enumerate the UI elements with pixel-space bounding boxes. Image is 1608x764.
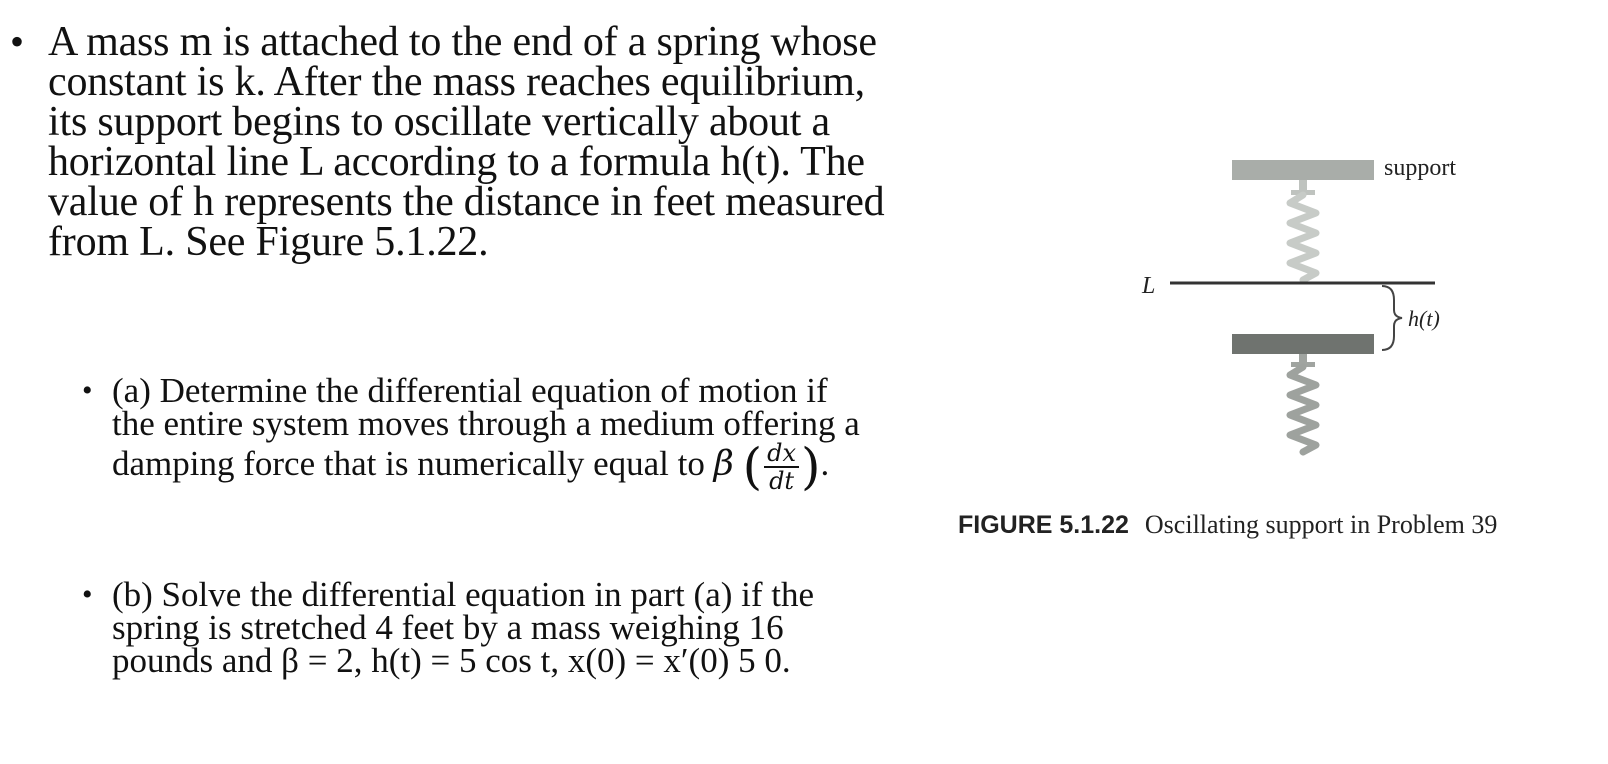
problem-statement (10, 19, 890, 265)
part-b-text: (b) Solve the differential equation in part (a) if the spring is stretched 4 feet by a mass weighing 16 pounds and β = 2, h(t) = 5 cos t, x(0) = x′(0) 5 0. (112, 575, 815, 680)
figure-caption-text: Oscillating support in Problem 39 (1144, 510, 1498, 539)
line-L-label: L (1142, 273, 1156, 299)
fraction-denominator: dt (769, 467, 795, 495)
lower-spring (1290, 367, 1316, 452)
right-paren: ) (801, 437, 821, 496)
bullet-icon: • (10, 19, 25, 64)
part-a-text-block (112, 371, 872, 496)
spring-diagram (1140, 150, 1560, 480)
problem-intro-text: A mass m is attached to the end of a spring whose constant is k. After the mass reaches equilibrium, its support begins to oscillate vertically about a horizontal line L according to a formula h(t). The value of h represents the distance in feet measured from L. See Figure 5.1.22. (48, 19, 885, 265)
part-a-tail: . (820, 444, 830, 484)
h-label: h(t) (1408, 306, 1440, 331)
derivative-fraction (764, 440, 799, 494)
left-paren: ( (742, 437, 763, 496)
oscillating-support-figure (1140, 150, 1560, 480)
part-a (82, 371, 882, 496)
upper-spring (1290, 195, 1316, 280)
bullet-icon: • (82, 578, 93, 611)
beta-symbol: β (713, 444, 734, 485)
figure-number: FIGURE 5.1.22 (958, 511, 1129, 539)
brace-icon (1382, 286, 1402, 350)
figure-caption (958, 510, 1497, 540)
support-label: support (1384, 155, 1456, 181)
bullet-icon: • (82, 374, 93, 407)
moving-support-bar (1232, 334, 1374, 354)
part-b (82, 575, 882, 680)
fraction-numerator: dx (764, 440, 799, 468)
support-bar (1232, 160, 1374, 180)
part-a-text: (a) Determine the differential equation of motion if the entire system moves through a medium offering a damping force that is numerically equal to (112, 371, 860, 484)
